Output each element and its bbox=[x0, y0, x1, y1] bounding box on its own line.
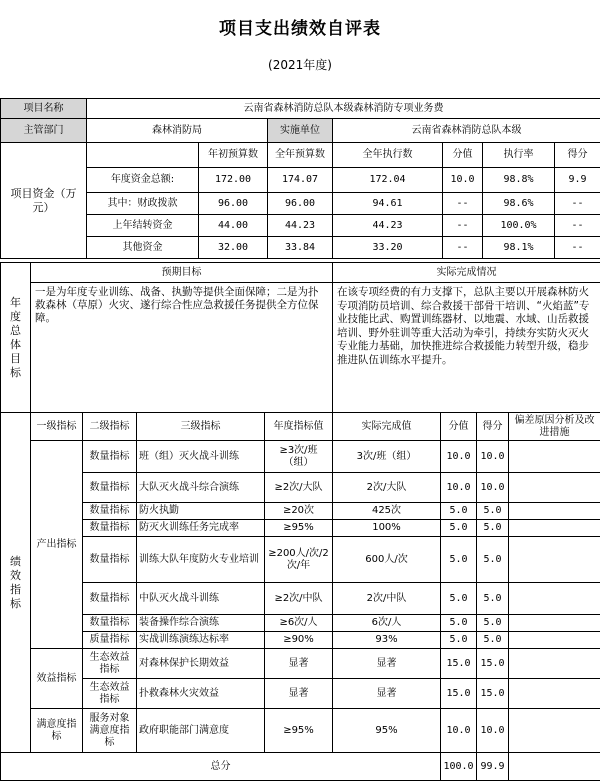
level1-satisfaction: 满意度指标 bbox=[31, 709, 83, 753]
funds-header: 年初预算数 bbox=[199, 143, 268, 168]
level3: 防灭火训练任务完成率 bbox=[137, 520, 265, 537]
funds-row-name: 其中：财政拨款 bbox=[87, 193, 199, 215]
total-label: 总分 bbox=[1, 753, 441, 781]
deviation-note bbox=[509, 503, 600, 520]
score-value: 5.0 bbox=[441, 632, 477, 649]
funds-annual: 33.84 bbox=[268, 237, 333, 259]
level3: 实战训练演练达标率 bbox=[137, 632, 265, 649]
level3: 中队灭火战斗训练 bbox=[137, 583, 265, 615]
target-value: ≥95% bbox=[265, 709, 333, 753]
target-value: 显著 bbox=[265, 649, 333, 679]
indicator-row bbox=[1, 473, 600, 503]
funds-init: 32.00 bbox=[199, 237, 268, 259]
total-score: 99.9 bbox=[477, 753, 509, 781]
score-value: 5.0 bbox=[441, 615, 477, 632]
actual-value: 6次/人 bbox=[333, 615, 441, 632]
deviation-note bbox=[509, 537, 600, 583]
funds-rate: 98.8% bbox=[483, 168, 555, 193]
score-value: 5.0 bbox=[441, 583, 477, 615]
score: 5.0 bbox=[477, 537, 509, 583]
funds-header: 全年预算数 bbox=[268, 143, 333, 168]
total-score-value: 100.0 bbox=[441, 753, 477, 781]
indicator-row bbox=[1, 679, 600, 709]
deviation-note bbox=[509, 473, 600, 503]
funds-exec: 44.23 bbox=[333, 215, 443, 237]
actual-value: 100% bbox=[333, 520, 441, 537]
total-row bbox=[1, 753, 600, 781]
score: 5.0 bbox=[477, 632, 509, 649]
actual-value: 2次/中队 bbox=[333, 583, 441, 615]
score-value: 5.0 bbox=[441, 520, 477, 537]
level1-benefit: 效益指标 bbox=[31, 649, 83, 709]
ind-header: 实际完成值 bbox=[333, 413, 441, 441]
actual-value: 显著 bbox=[333, 649, 441, 679]
funds-score-val: 10.0 bbox=[443, 168, 483, 193]
funds-score-val: -- bbox=[443, 215, 483, 237]
funds-rate: 100.0% bbox=[483, 215, 555, 237]
level2: 数量指标 bbox=[83, 615, 137, 632]
indicator-row bbox=[1, 583, 600, 615]
funds-rate: 98.1% bbox=[483, 237, 555, 259]
level3: 对森林保护长期效益 bbox=[137, 649, 265, 679]
level3: 训练大队年度防火专业培训 bbox=[137, 537, 265, 583]
score: 5.0 bbox=[477, 583, 509, 615]
project-name-value: 云南省森林消防总队本级森林消防专项业务费 bbox=[87, 99, 600, 119]
indicator-row bbox=[1, 520, 600, 537]
level2: 生态效益指标 bbox=[83, 649, 137, 679]
deviation-note bbox=[509, 583, 600, 615]
indicator-row bbox=[1, 615, 600, 632]
score-value: 10.0 bbox=[441, 473, 477, 503]
level3: 大队灭火战斗综合演练 bbox=[137, 473, 265, 503]
target-value: ≥3次/班（组） bbox=[265, 441, 333, 473]
funds-score-val: -- bbox=[443, 237, 483, 259]
score: 15.0 bbox=[477, 679, 509, 709]
level2: 数量指标 bbox=[83, 473, 137, 503]
score: 5.0 bbox=[477, 503, 509, 520]
indicator-row bbox=[1, 632, 600, 649]
funds-init: 172.00 bbox=[199, 168, 268, 193]
score: 10.0 bbox=[477, 441, 509, 473]
actual-result-text: 在该专项经费的有力支撑下，总队主要以开展森林防火专项消防员培训、综合救援干部骨干培训、“火焰蓝”专业技能比武、购置训练器材、以地震、水域、山岳救援培训、野外驻训等重大活动为牵引，持续夯实防火灭火专业能力基础，加快推进综合救援能力转型升级，稳步推进队伍训练水平提升。 bbox=[333, 283, 600, 413]
score-value: 10.0 bbox=[441, 709, 477, 753]
funds-row-name: 其他资金 bbox=[87, 237, 199, 259]
impl-label: 实施单位 bbox=[268, 119, 333, 143]
ind-header: 分值 bbox=[441, 413, 477, 441]
score-value: 15.0 bbox=[441, 649, 477, 679]
indicator-row bbox=[1, 537, 600, 583]
funds-row bbox=[1, 168, 600, 193]
score-value: 15.0 bbox=[441, 679, 477, 709]
level3: 装备操作综合演练 bbox=[137, 615, 265, 632]
deviation-note bbox=[509, 709, 600, 753]
deviation-note bbox=[509, 520, 600, 537]
score: 5.0 bbox=[477, 520, 509, 537]
actual-value: 425次 bbox=[333, 503, 441, 520]
funds-init: 96.00 bbox=[199, 193, 268, 215]
target-value: ≥6次/人 bbox=[265, 615, 333, 632]
indicator-row bbox=[1, 649, 600, 679]
level1-output: 产出指标 bbox=[31, 441, 83, 649]
deviation-note bbox=[509, 441, 600, 473]
funds-exec: 33.20 bbox=[333, 237, 443, 259]
score: 5.0 bbox=[477, 615, 509, 632]
funds-score: -- bbox=[555, 237, 600, 259]
ind-header: 一级指标 bbox=[31, 413, 83, 441]
page-title: 项目支出绩效自评表 bbox=[0, 14, 600, 39]
deviation-note bbox=[509, 615, 600, 632]
funds-score: -- bbox=[555, 193, 600, 215]
actual-value: 2次/大队 bbox=[333, 473, 441, 503]
ind-header: 三级指标 bbox=[137, 413, 265, 441]
score: 10.0 bbox=[477, 473, 509, 503]
expected-goal-text: 一是为年度专业训练、战备、执勤等提供全面保障；二是为扑救森林（草原）火灾、遂行综合性应急救援任务提供全方位保障。 bbox=[31, 283, 333, 413]
indicators-label: 绩效指标 bbox=[1, 413, 31, 753]
indicator-row bbox=[1, 503, 600, 520]
info-table bbox=[0, 98, 600, 259]
level3: 班（组）灭火战斗训练 bbox=[137, 441, 265, 473]
funds-rate: 98.6% bbox=[483, 193, 555, 215]
funds-header: 执行率 bbox=[483, 143, 555, 168]
score-value: 5.0 bbox=[441, 503, 477, 520]
target-value: ≥2次/中队 bbox=[265, 583, 333, 615]
target-value: 显著 bbox=[265, 679, 333, 709]
funds-exec: 94.61 bbox=[333, 193, 443, 215]
dept-label: 主管部门 bbox=[1, 119, 87, 143]
actual-header: 实际完成情况 bbox=[333, 263, 600, 283]
target-value: ≥90% bbox=[265, 632, 333, 649]
ind-header: 偏差原因分析及改进措施 bbox=[509, 413, 600, 441]
level2: 数量指标 bbox=[83, 537, 137, 583]
funds-init: 44.00 bbox=[199, 215, 268, 237]
project-name-label: 项目名称 bbox=[1, 99, 87, 119]
score: 15.0 bbox=[477, 649, 509, 679]
indicator-row bbox=[1, 709, 600, 753]
goals-table bbox=[0, 262, 600, 413]
funds-row bbox=[1, 237, 600, 259]
actual-value: 显著 bbox=[333, 679, 441, 709]
actual-value: 600人/次 bbox=[333, 537, 441, 583]
score: 10.0 bbox=[477, 709, 509, 753]
funds-annual: 174.07 bbox=[268, 168, 333, 193]
target-value: ≥2次/大队 bbox=[265, 473, 333, 503]
actual-value: 93% bbox=[333, 632, 441, 649]
funds-annual: 96.00 bbox=[268, 193, 333, 215]
level3: 政府职能部门满意度 bbox=[137, 709, 265, 753]
score-value: 5.0 bbox=[441, 537, 477, 583]
goals-label: 年度总体目标 bbox=[1, 263, 31, 413]
deviation-note bbox=[509, 679, 600, 709]
ind-header: 得分 bbox=[477, 413, 509, 441]
funds-exec: 172.04 bbox=[333, 168, 443, 193]
deviation-note bbox=[509, 632, 600, 649]
dept-value: 森林消防局 bbox=[87, 119, 268, 143]
level2: 质量指标 bbox=[83, 632, 137, 649]
target-value: ≥20次 bbox=[265, 503, 333, 520]
target-value: ≥95% bbox=[265, 520, 333, 537]
impl-value: 云南省森林消防总队本级 bbox=[333, 119, 600, 143]
funds-label: 项目资金（万元） bbox=[1, 143, 87, 259]
level3: 防火执勤 bbox=[137, 503, 265, 520]
funds-annual: 44.23 bbox=[268, 215, 333, 237]
funds-row-name: 上年结转资金 bbox=[87, 215, 199, 237]
level2: 数量指标 bbox=[83, 583, 137, 615]
funds-score-val: -- bbox=[443, 193, 483, 215]
level2: 数量指标 bbox=[83, 441, 137, 473]
funds-header: 全年执行数 bbox=[333, 143, 443, 168]
funds-header: 得分 bbox=[555, 143, 600, 168]
indicators-table bbox=[0, 412, 600, 781]
target-value: ≥200人/次/2次/年 bbox=[265, 537, 333, 583]
funds-score: 9.9 bbox=[555, 168, 600, 193]
level2: 数量指标 bbox=[83, 503, 137, 520]
actual-value: 3次/班（组） bbox=[333, 441, 441, 473]
level2: 数量指标 bbox=[83, 520, 137, 537]
indicator-row bbox=[1, 441, 600, 473]
level3: 扑救森林火灾效益 bbox=[137, 679, 265, 709]
expected-header: 预期目标 bbox=[31, 263, 333, 283]
funds-row bbox=[1, 215, 600, 237]
funds-score: -- bbox=[555, 215, 600, 237]
score-value: 10.0 bbox=[441, 441, 477, 473]
page-subtitle: (2021年度) bbox=[0, 56, 600, 73]
actual-value: 95% bbox=[333, 709, 441, 753]
level2: 服务对象满意度指标 bbox=[83, 709, 137, 753]
ind-header: 年度指标值 bbox=[265, 413, 333, 441]
funds-row bbox=[1, 193, 600, 215]
level2: 生态效益指标 bbox=[83, 679, 137, 709]
funds-header: 分值 bbox=[443, 143, 483, 168]
deviation-note bbox=[509, 649, 600, 679]
ind-header: 二级指标 bbox=[83, 413, 137, 441]
funds-row-name: 年度资金总额: bbox=[87, 168, 199, 193]
